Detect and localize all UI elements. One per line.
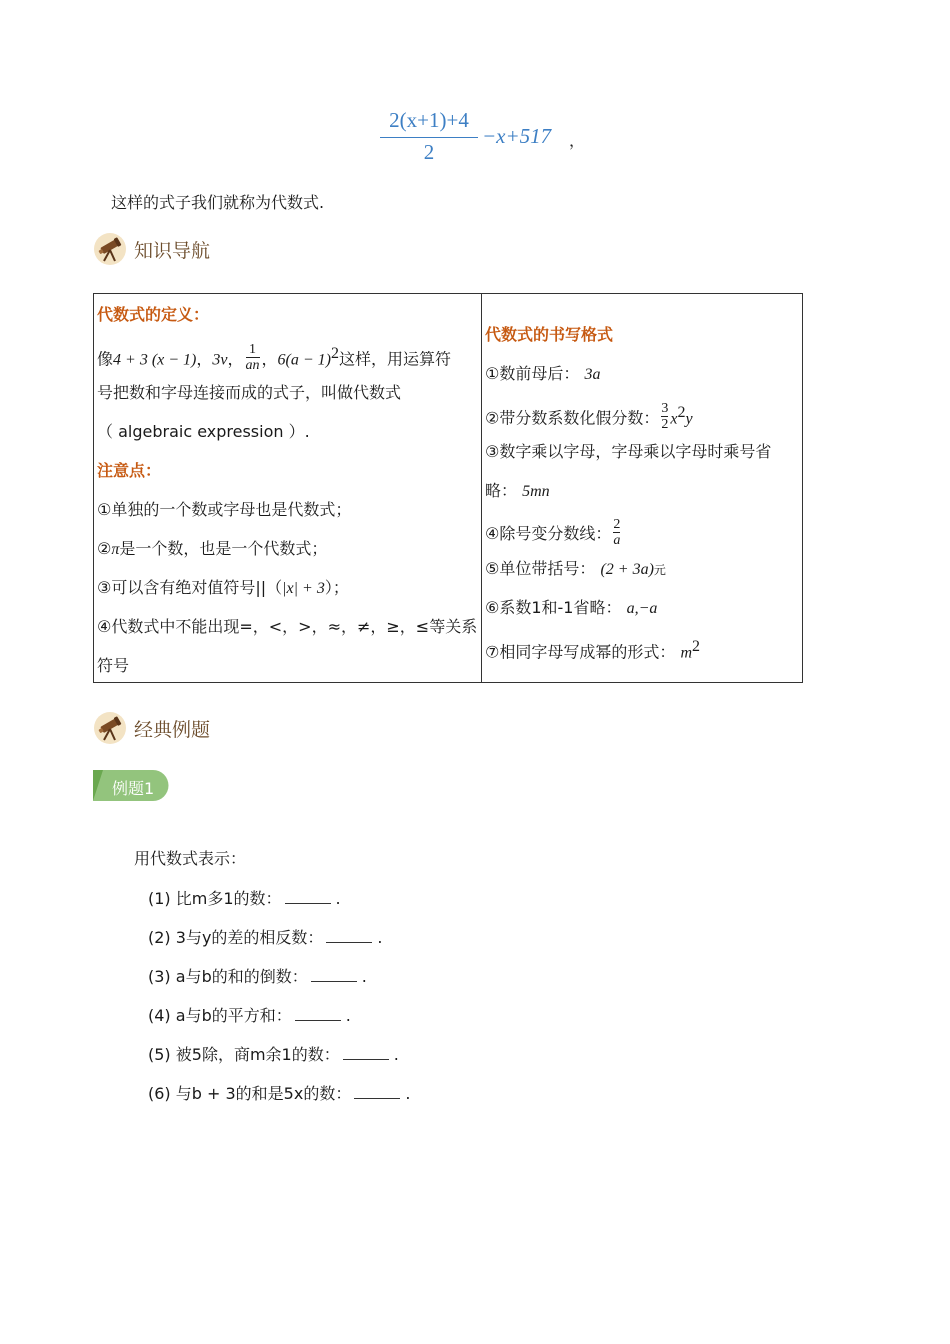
question-6: (6) 与b + 3的和是5x的数： . xyxy=(148,1084,411,1103)
answer-blank[interactable] xyxy=(311,967,357,982)
format-rule-3: ③数字乘以字母，字母乘以字母时乘号省 xyxy=(485,442,772,461)
fraction-three-halves: $\frac{3}{2}$ xyxy=(661,401,669,433)
fraction-two-over-a: $\frac{2}{a}$ xyxy=(613,517,621,548)
notes-heading: 注意点： xyxy=(97,461,162,480)
note-1: ①单独的一个数或字母也是代数式； xyxy=(97,500,352,519)
intro-text: 这样的式子我们就称为代数式. xyxy=(111,193,325,212)
telescope-icon xyxy=(93,711,127,745)
note-4: ④代数式中不能出现=，<，>，≈，≠，≥，≤等关系 xyxy=(97,617,478,636)
definition-table xyxy=(93,293,803,683)
telescope-icon xyxy=(93,232,127,266)
definition-line-3: （ algebraic expression ）. xyxy=(97,422,310,441)
format-rule-1: ①数前母后： 3a xyxy=(485,364,601,383)
format-rule-4: ④除号变分数线： $\frac{2}{a}$ xyxy=(485,517,621,548)
note-2: ②π是一个数，也是一个代数式； xyxy=(97,539,328,558)
formula-rest: −x+517 xyxy=(482,124,552,148)
section-title: 知识导航 xyxy=(134,239,211,262)
answer-blank[interactable] xyxy=(295,1006,341,1021)
format-rule-7: ⑦相同字母写成幂的形式： $m^2$ xyxy=(485,638,701,662)
table-divider xyxy=(481,294,482,682)
example-label: 例题1 xyxy=(112,779,155,798)
format-rule-3-cont: 略： 5mn xyxy=(485,481,550,500)
question-5: (5) 被5除，商m余1的数： . xyxy=(148,1045,399,1064)
section-knowledge xyxy=(93,232,210,266)
answer-blank[interactable] xyxy=(326,928,372,943)
answer-blank[interactable] xyxy=(343,1045,389,1060)
answer-blank[interactable] xyxy=(354,1084,400,1099)
format-rule-6: ⑥系数1和-1省略： a,−a xyxy=(485,598,658,617)
question-intro: 用代数式表示： xyxy=(134,849,247,868)
question-3: (3) a与b的和的倒数： . xyxy=(148,967,367,986)
formula-tail: ， xyxy=(569,131,586,150)
note-3: ③可以含有绝对值符号||（|x| + 3）； xyxy=(97,578,349,597)
fraction-bar xyxy=(380,137,478,138)
formula-numerator: 2(x+1)+4 xyxy=(389,108,469,132)
section-examples xyxy=(93,711,210,745)
definition-line-1: 像4 + 3 (x − 1)，3v， $\frac{1}{an}$ ，$6(a - 1)^2$这样，用运算符 xyxy=(97,342,451,374)
format-heading: 代数式的书写格式 xyxy=(485,325,614,344)
format-rule-5: ⑤单位带括号： (2 + 3a)元 xyxy=(485,559,666,578)
question-4: (4) a与b的平方和： . xyxy=(148,1006,351,1025)
question-1: (1) 比m多1的数： . xyxy=(148,889,341,908)
formula-denominator: 2 xyxy=(423,140,435,164)
note-4-cont: 符号 xyxy=(97,656,130,675)
definition-line-2: 号把数和字母连接而成的式子，叫做代数式 xyxy=(97,383,402,402)
question-2: (2) 3与y的差的相反数： . xyxy=(148,928,383,947)
answer-blank[interactable] xyxy=(285,889,331,904)
format-rule-2: ②带分数系数化假分数： $\frac{3}{2}$ $x^2y$ xyxy=(485,401,693,433)
fraction-one-over-an: $\frac{1}{an}$ xyxy=(245,342,260,374)
section-title: 经典例题 xyxy=(134,718,211,741)
definition-heading: 代数式的定义： xyxy=(97,305,210,324)
